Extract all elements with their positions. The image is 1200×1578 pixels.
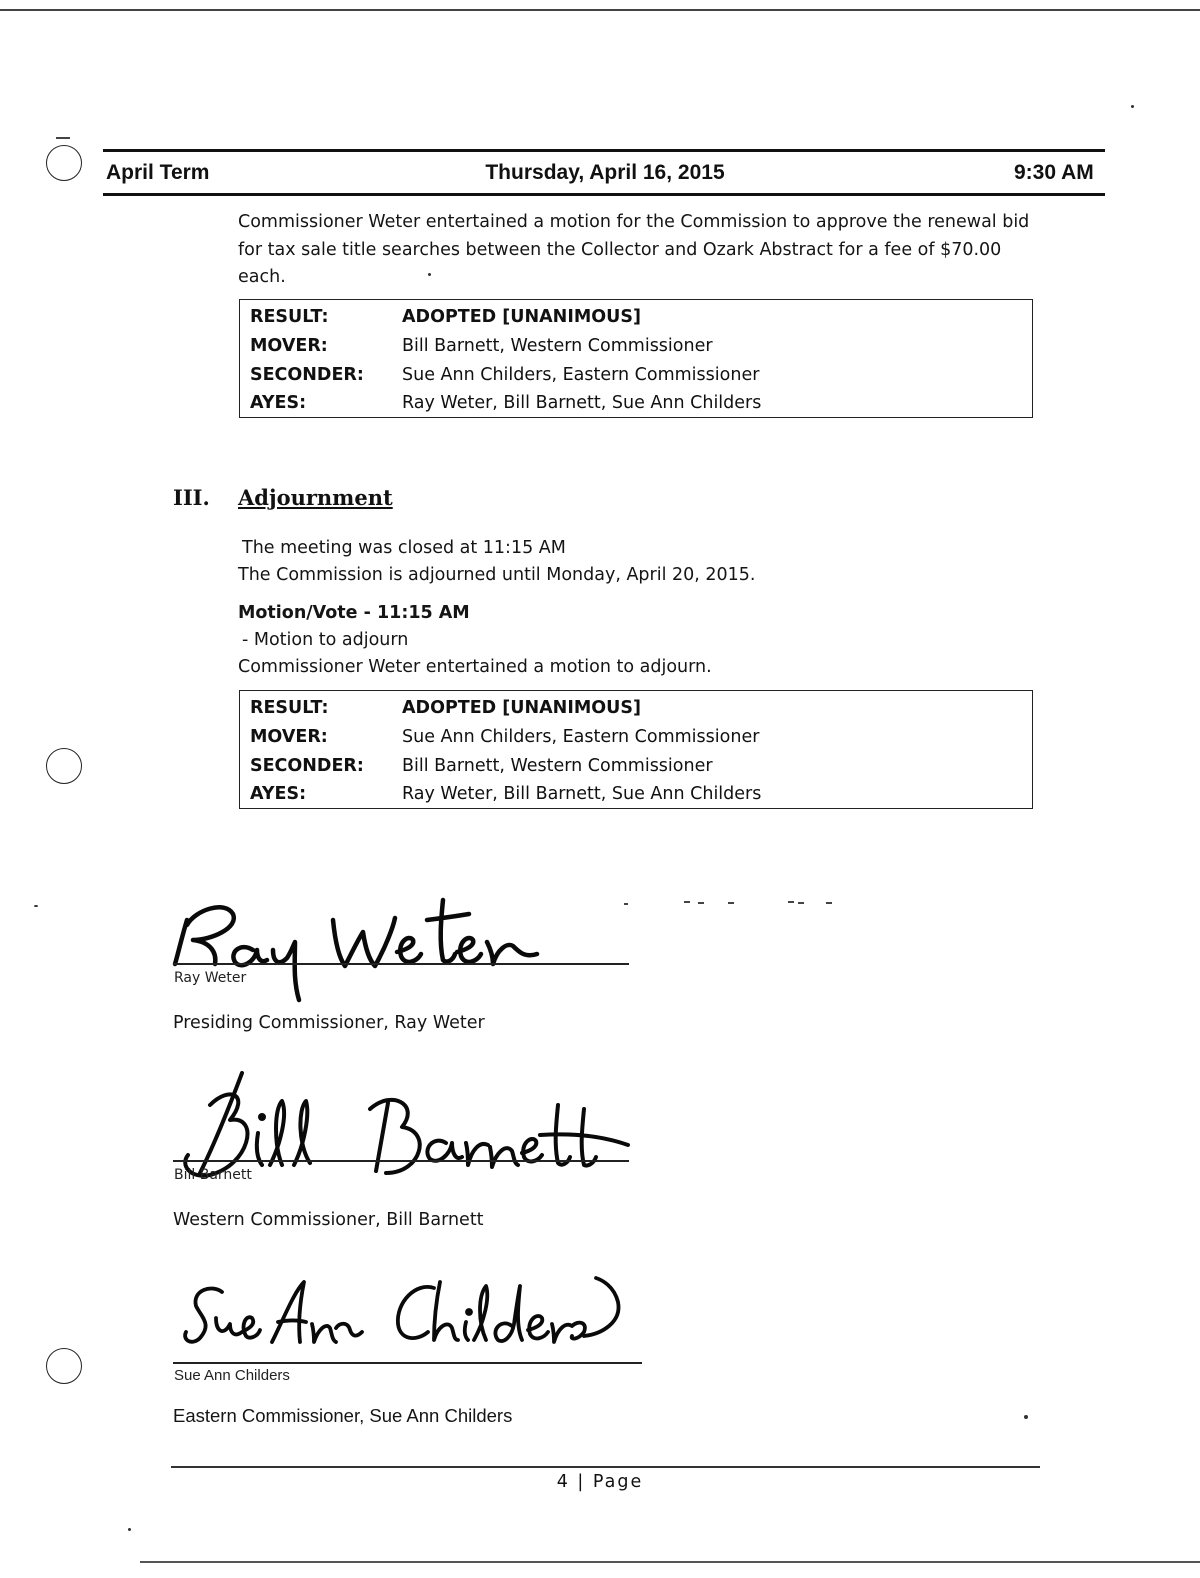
punch-hole-middle [46, 748, 82, 784]
vote-label: RESULT: [250, 698, 329, 718]
motion-item: - Motion to adjourn [242, 630, 409, 650]
vote-value: ADOPTED [UNANIMOUS] [402, 698, 641, 718]
signature-line [173, 963, 629, 965]
section-title: Adjournment [238, 485, 393, 510]
vote-value: Bill Barnett, Western Commissioner [402, 756, 713, 776]
header-time: 9:30 AM [1014, 161, 1094, 184]
signer-title: Western Commissioner, Bill Barnett [173, 1210, 484, 1230]
scan-mark [56, 137, 70, 139]
header-bottom-rule [103, 193, 1105, 196]
printed-name: Bill Barnett [174, 1167, 252, 1183]
motion-text: Commissioner Weter entertained a motion for the Commission to approve the renewal bid for tax sale title searches between the Collector and Ozark Abstract for a fee of $70.00 each. [238, 212, 1030, 287]
signature-sue-ann-childers [172, 1262, 642, 1362]
vote-value: Bill Barnett, Western Commissioner [402, 336, 713, 356]
signature-line [173, 1160, 629, 1162]
vote-value: ADOPTED [UNANIMOUS] [402, 307, 641, 327]
vote-table-1 [239, 299, 1033, 418]
vote-value: Ray Weter, Bill Barnett, Sue Ann Childers [402, 784, 762, 804]
scan-bottom-edge [140, 1561, 1200, 1563]
header-term: April Term [106, 161, 210, 184]
motion-adjourn-text: Commissioner Weter entertained a motion to adjourn. [238, 657, 712, 677]
printed-name: Ray Weter [174, 970, 247, 986]
page-number: 4 | Page [556, 1472, 644, 1492]
vote-label: SECONDER: [250, 365, 364, 385]
vote-value: Ray Weter, Bill Barnett, Sue Ann Childers [402, 393, 762, 413]
scan-speck [1024, 1415, 1028, 1419]
vote-label: AYES: [250, 784, 307, 804]
vote-label: MOVER: [250, 727, 328, 747]
signer-title: Presiding Commissioner, Ray Weter [173, 1013, 485, 1033]
header-date: Thursday, April 16, 2015 [485, 161, 725, 184]
scan-speck [128, 1528, 131, 1531]
motion-vote-heading: Motion/Vote - 11:15 AM [238, 603, 470, 623]
scan-speck [1131, 105, 1134, 108]
vote-label: AYES: [250, 393, 307, 413]
printed-name: Sue Ann Childers [174, 1367, 290, 1384]
scan-dashes [620, 897, 840, 909]
vote-value: Sue Ann Childers, Eastern Commissioner [402, 365, 760, 385]
punch-hole-bottom [46, 1348, 82, 1384]
vote-label: SECONDER: [250, 756, 364, 776]
section-number: III. [173, 485, 210, 510]
vote-table-2 [239, 690, 1033, 809]
footer-rule [171, 1466, 1040, 1468]
header-top-rule [103, 149, 1105, 152]
signer-title: Eastern Commissioner, Sue Ann Childers [173, 1405, 513, 1426]
vote-label: RESULT: [250, 307, 329, 327]
adjourned-until-text: The Commission is adjourned until Monday, April 20, 2015. [238, 565, 756, 585]
signature-line [173, 1362, 642, 1364]
meeting-closed-text: The meeting was closed at 11:15 AM [242, 538, 566, 558]
vote-value: Sue Ann Childers, Eastern Commissioner [402, 727, 760, 747]
scan-top-edge [0, 9, 1200, 11]
scan-speck [34, 905, 38, 907]
signature-ray-weter [165, 880, 565, 1010]
vote-label: MOVER: [250, 336, 328, 356]
